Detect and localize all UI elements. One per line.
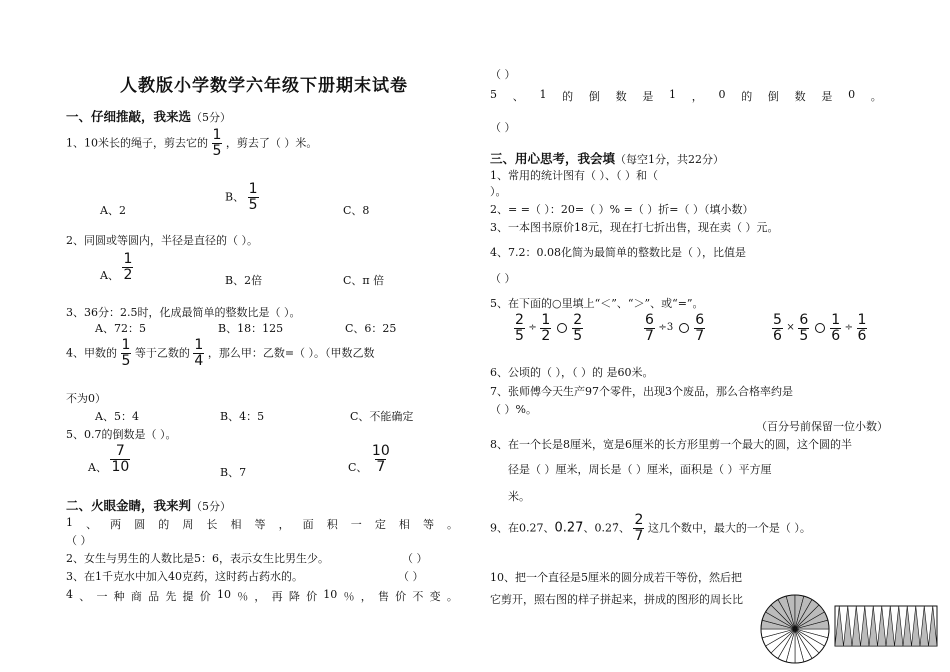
s3-q4a: 4、7.2：0.08化简为最简单的整数比是（ ），比值是 (490, 246, 746, 259)
s1-q2-option-a: A、 $\frac{1}{2}$ (100, 251, 133, 283)
s1-q4-option-b: B、4：5 (220, 410, 265, 423)
s3-q10a: 10、把一个直径是5厘米的圆分成若干等份，然后把 (490, 571, 742, 584)
s2-q1: 1 、 两 圆 的 周 长 相 等 ， 面 积 一 定 相 等 。 (66, 516, 458, 531)
s3-q1b: ）。 (490, 185, 507, 198)
divided-circle-figure (759, 593, 831, 665)
s3-q4b: （ ） (490, 272, 516, 285)
s3-q2: 2、= =（ ）：20=（ ）% =（ ）折=（ ）（填小数） (490, 203, 754, 216)
s3-q6: 6、公顷的（ ），（ ）的 是60米。 (490, 366, 654, 379)
s2-q2: 2、女生与男生的人数比是5：6，表示女生比男生少。 (66, 552, 329, 565)
right-q5-paren: （ ） (490, 121, 516, 134)
rearranged-strip-figure (834, 605, 938, 647)
compare-circle[interactable] (679, 323, 689, 333)
s2-q3-paren: （ ） (398, 570, 424, 583)
s2-q1-paren: （ ） (66, 534, 92, 547)
page-title: 人教版小学数学六年级下册期末试卷 (120, 76, 408, 96)
s1-q5-option-a: A、 $\frac{7}{10}$ (88, 443, 130, 475)
fraction: $\frac{1}{2}$ (541, 312, 551, 344)
strip-tooth (903, 606, 912, 646)
s1-q4: 4、甲数的 $\frac{1}{5}$ 等于乙数的 $\frac{1}{4}$ ，那么甲：乙数=（ ）。（甲数乙数 (66, 337, 375, 369)
s1-q5-option-b: B、7 (220, 466, 247, 479)
s3-q8c: 米。 (508, 490, 530, 503)
fraction: $\frac{5}{6}$ (773, 312, 782, 344)
divide-sign: ÷ (658, 322, 667, 334)
strip-tooth (912, 606, 921, 646)
s1-q1-option-c: C、8 (343, 204, 370, 217)
compare-circle[interactable] (815, 323, 825, 333)
strip-tooth (895, 606, 904, 646)
divide-sign: ÷ (844, 322, 854, 334)
fraction: $\frac{6}{7}$ (645, 312, 654, 344)
s1-q3: 3、36分：2.5时，化成最简单的整数比是（ ）。 (66, 306, 301, 319)
compare-circle[interactable] (557, 323, 567, 333)
s3-q3: 3、一本图书原价18元，现在打七折出售，现在卖（ ）元。 (490, 221, 779, 234)
strip-tooth (852, 606, 861, 646)
strip-tooth (844, 606, 853, 646)
fraction: $\frac{6}{7}$ (695, 312, 705, 344)
s1-q1-option-a: A、2 (100, 204, 126, 217)
s1-q3-option-a: A、72：5 (95, 322, 146, 335)
s1-q4-line2: 不为0） (66, 392, 106, 405)
section-3-heading: 三、用心思考，我会填（每空1分，共22分） (490, 151, 725, 166)
s1-q3-option-c: C、6：25 (345, 322, 397, 335)
fraction: $\frac{2}{5}$ (573, 312, 583, 344)
fraction: $\frac{1}{5}$ (121, 337, 131, 369)
compare-group-3 (772, 313, 867, 343)
s3-q8b: 径是（ ）厘米，周长是（ ）厘米，面积是（ ）平方厘 (508, 463, 772, 476)
s1-q2-option-b: B、2倍 (225, 274, 263, 287)
s2-q3: 3、在1千克水中加入40克药，这时药占药水的。 (66, 570, 303, 583)
s3-q10b: 它剪开，照右图的样子拼起来，拼成的图形的周长比 (490, 593, 743, 606)
s3-q7a: 7、张师傅今天生产97个零件，出现3个废品，那么合格率约是 (490, 385, 793, 398)
s1-q2: 2、同圆或等圆内，半径是直径的（ ）。 (66, 234, 258, 247)
fraction: $\frac{2}{7}$ (634, 512, 644, 544)
s1-q4-option-a: A、5：4 (95, 410, 139, 423)
fraction: $\frac{1}{2}$ (123, 251, 133, 283)
s1-q4-option-c: C、不能确定 (350, 410, 414, 423)
s3-q8a: 8、在一个长是8厘米，宽是6厘米的长方形里剪一个最大的圆，这个圆的半 (490, 438, 852, 451)
s1-q2-option-c: C、π 倍 (343, 274, 385, 287)
right-q5-line: 5 、 1 的 倒 数 是 1 ， 0 的 倒 数 是 0 。 (490, 88, 882, 103)
s3-q9: 9、在0.27、0.2̇7̇、0.27̇、 $\frac{2}{7}$ 这几个数中，最大的一个是（ ）。 (490, 512, 811, 544)
fraction: $\frac{1}{5}$ (248, 181, 258, 213)
compare-group-1 (514, 313, 583, 343)
strip-tooth (861, 606, 870, 646)
strip-teeth (835, 606, 937, 646)
s1-q1-option-b: B、 $\frac{1}{5}$ (225, 181, 258, 213)
s2-q4: 4 、 一 种 商 品 先 提 价 10 ％ ， 再 降 价 10 ％ ， 售 价 不 变 。 (66, 588, 458, 603)
s3-q7b: （ ）%。 (490, 403, 537, 416)
fraction: $\frac{6}{5}$ (799, 312, 809, 344)
strip-tooth (886, 606, 895, 646)
fraction: $\frac{10}{7}$ (371, 443, 390, 475)
s1-q5: 5、0.7的倒数是（ ）。 (66, 428, 177, 441)
strip-tooth (835, 606, 844, 646)
s1-q3-option-b: B、18：125 (218, 322, 284, 335)
right-top-paren: （ ） (490, 68, 516, 81)
s1-q5-option-c: C、 $\frac{10}{7}$ (348, 443, 390, 475)
strip-tooth (878, 606, 887, 646)
fraction: $\frac{1}{6}$ (831, 312, 841, 344)
multiply-sign: × (786, 322, 795, 334)
fraction: $\frac{1}{6}$ (857, 312, 867, 344)
strip-tooth (869, 606, 878, 646)
s3-q7c: （百分号前保留一位小数） (756, 420, 888, 433)
fraction: $\frac{1}{4}$ (194, 337, 204, 369)
s1-q1: 1、10米长的绳子，剪去它的 $\frac{1}{5}$ ，剪去了（ ）米。 (66, 127, 318, 159)
strip-tooth (920, 606, 929, 646)
s3-q1: 1、常用的统计图有（ ）、（ ）和（ (490, 169, 658, 182)
compare-group-2: $\frac{6}{7}$ ÷3 $\frac{6}{7}$ (645, 312, 705, 344)
section-1-heading: 一、仔细推敲，我来选（5分） (66, 109, 232, 124)
s2-q2-paren: （ ） (402, 552, 428, 565)
fraction: $\frac{1}{5}$ (212, 127, 222, 159)
fraction: $\frac{2}{5}$ (515, 312, 524, 344)
divide-sign: ÷ (528, 322, 537, 334)
section-2-heading: 二、火眼金睛，我来判（5分） (66, 498, 232, 513)
fraction: $\frac{7}{10}$ (111, 443, 130, 475)
strip-tooth (929, 606, 938, 646)
s3-q5: 5、在下面的○里填上“＜”、“＞”、或“=”。 (490, 297, 704, 310)
